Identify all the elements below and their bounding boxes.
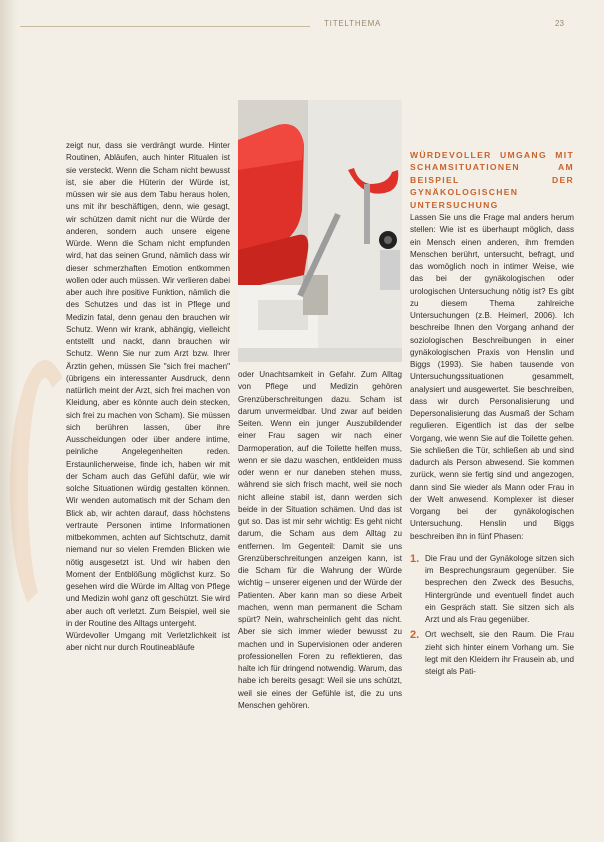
section-heading: WÜRDEVOLLER UMGANG MIT SCHAMSITUATIONEN AM BEISPIEL DER GYNÄKOLOGISCHEN UNTERSUCHUNG [410, 150, 574, 210]
list-item-text: Die Frau und der Gynäkologe sitzen sich im Besprechungsraum gegenüber. Sie besprechen den Zweck des Besuchs, Hintergründe und eventuell findet auch ein Gespräch statt. Sie sitzen sich als Arzt und als Frau gegenüber. [425, 553, 574, 625]
right-intro-paragraph: Lassen Sie uns die Frage mal anders herum stellen: Wie ist es überhaupt möglich, dass ein Mensch einen anderen, ihm fremden Menschen berührt, untersucht, befragt, und das womöglich noch in intimer Weise, wie das bei der gynäkologischen oder urologischen Untersuchung nötig ist? Es gibt zu diesem Thema zahlreiche Untersuchungen (z.B. Heimerl, 2006). Ich beschreibe Ihnen den Vorgang anhand der soziologischen Beschreibungen in einer gynäkologischen Praxis von Henslin und Biggs (1993). Sie haben tausende von Untersuchungssituationen gesammelt, analysiert und ausgewertet. Sie beschreiben, dass wir durch Personalisierung und Depersonalisierung das Ausmaß der Scham regulieren. Eigentlich ist das der selbe Vorgang, wie wenn Sie auf die Toilette gehen. Sie schließen die Tür, schließen ab und sind dadurch als Person abwesend. Sie kommen zurück, wenn sie fertig sind und angezogen, dann sind Sie wieder als Mann oder Frau in der Welt anwesend. Komplexer ist dieser Vorgang bei der gynäkologischen Untersuchung. Henslin und Biggs beschreiben ihn in fünf Phasen: [410, 213, 574, 541]
chair-illustration [238, 100, 402, 362]
left-column [66, 140, 230, 655]
middle-column [238, 369, 402, 712]
gynecological-chair-photo [238, 100, 402, 362]
list-number: 1. [410, 552, 420, 565]
list-number: 2. [410, 629, 420, 642]
list-item [410, 629, 574, 678]
middle-paragraph: oder Unachtsamkeit in Gefahr. Zum Alltag von Pflege und Medizin gehören Grenzüberschreitungen dazu. Scham ist darum unvermeidbar. Und zwar auf beiden Seiten. Wenn ein junger Auszubildender einer Frau sagen wir nach einer Darmoperation, auf die Toilette helfen muss, wenn er sie dazu waschen, entkleiden muss oder wenn er nur daneben stehen muss, während sie sich frisch macht, weil sie noch nicht alleine stabil ist, dann werden sich beide in der Situation schämen. Und das ist gut so. Das ist mir sehr wichtig: Es geht nicht darum, die Scham aus dem Alltag zu entfernen. Im Gegenteil: Damit sie uns Grenzüberschreitungen anzeigen kann, ist die Scham für die Wahrung der Würde wichtig – unserer eigenen und der Würde der Patienten. Aber kann man so diese Arbeit machen, wenn man permanent die Scham spürt? Nein, wahrscheinlich geht das nicht. Aber sie sich immer wieder bewusst zu machen und in Supervisionen oder anderen professionellen Foren zu reflektieren, das halte ich für dringend notwendig. Warum, das habe ich bereits gesagt: Weil sie uns schützt, weil sie eines der Gefühle ist, die zu uns Menschen gehören. [238, 370, 402, 710]
left-paragraph-2: Würdevoller Umgang mit Verletzlichkeit ist aber nicht nur durch Routineabläufe [66, 631, 230, 653]
list-item [410, 553, 574, 627]
page-number: 23 [555, 19, 564, 28]
right-column [410, 149, 574, 681]
left-paragraph-1: zeigt nur, dass sie verdrängt wurde. Hinter Routinen, Abläufen, auch hinter Ritualen ist sie versteckt. Wenn die Scham nicht bewusst ist, sie aber die Hüterin der Würde ist, müssen wir sie aus dem Tabu heraus holen, uns mit ihr beschäftigen, denn, wie gesagt, wir schützen damit nicht nur die Würde der anderen, sondern auch unsere eigene Würde. Wenn die Scham nicht empfunden wird, hat das seinen Grund, nämlich dass wir dieser schmerzhaften Emotion entkommen wollen oder auch müssen. Wir verlieren dabei aber auch ihre positive Funktion, nämlich die des Schutzes und das ist in Pflege und Medizin fatal, denn genau den brauchen wir Schutz. Wenn wir krank, abhängig, vielleicht entstellt und nackt, dann brauchen wir Schutz. Wenn Sie nur zum Arzt bzw. Ihrer Ärztin gehen, müssen Sie "sich frei machen" (übrigens ein interessanter Ausdruck, denn natürlich meint der Arzt, sich frei machen von Kleidung, aber es könnte auch dein stecken, sich frei zu machen von Scham). Sie müssen sich berühren lassen, über ihre Ausscheidungen oder über andere intime, peinliche Angelegenheiten reden. Erstaunlicherweise, finde ich, haben wir mit der Scham auch das Gefühl dafür, wie wir solche Situationen würdig gestalten können. Wir wenden automatisch mit der Scham den Blick ab, wir achten darauf, dass höchstens vertraute Personen intime Informationen mitbekommen, achten auf Sichtschutz, damit niemand nur so vielen Fremden Blicken wie nötig ausgesetzt ist. Und wir haben den Moment der Entblößung möglichst kurz. So gesehen wird die Würde im Alltag von Pflege und Medizin wohl ganz oft geschützt. Sie wird aber auch oft verletzt. Zum Beispiel, weil sie in der Routine des Alltags untergeht. [66, 141, 230, 628]
phases-list [410, 553, 574, 679]
running-head: TITELTHEMA [324, 19, 382, 28]
list-item-text: Ort wechselt, sie den Raum. Die Frau zieht sich hinter einem Vorhang um. Sie legt mit den Kleidern ihr Frausein ab, und steigt als Pati- [425, 630, 574, 677]
header-rule [20, 26, 310, 27]
